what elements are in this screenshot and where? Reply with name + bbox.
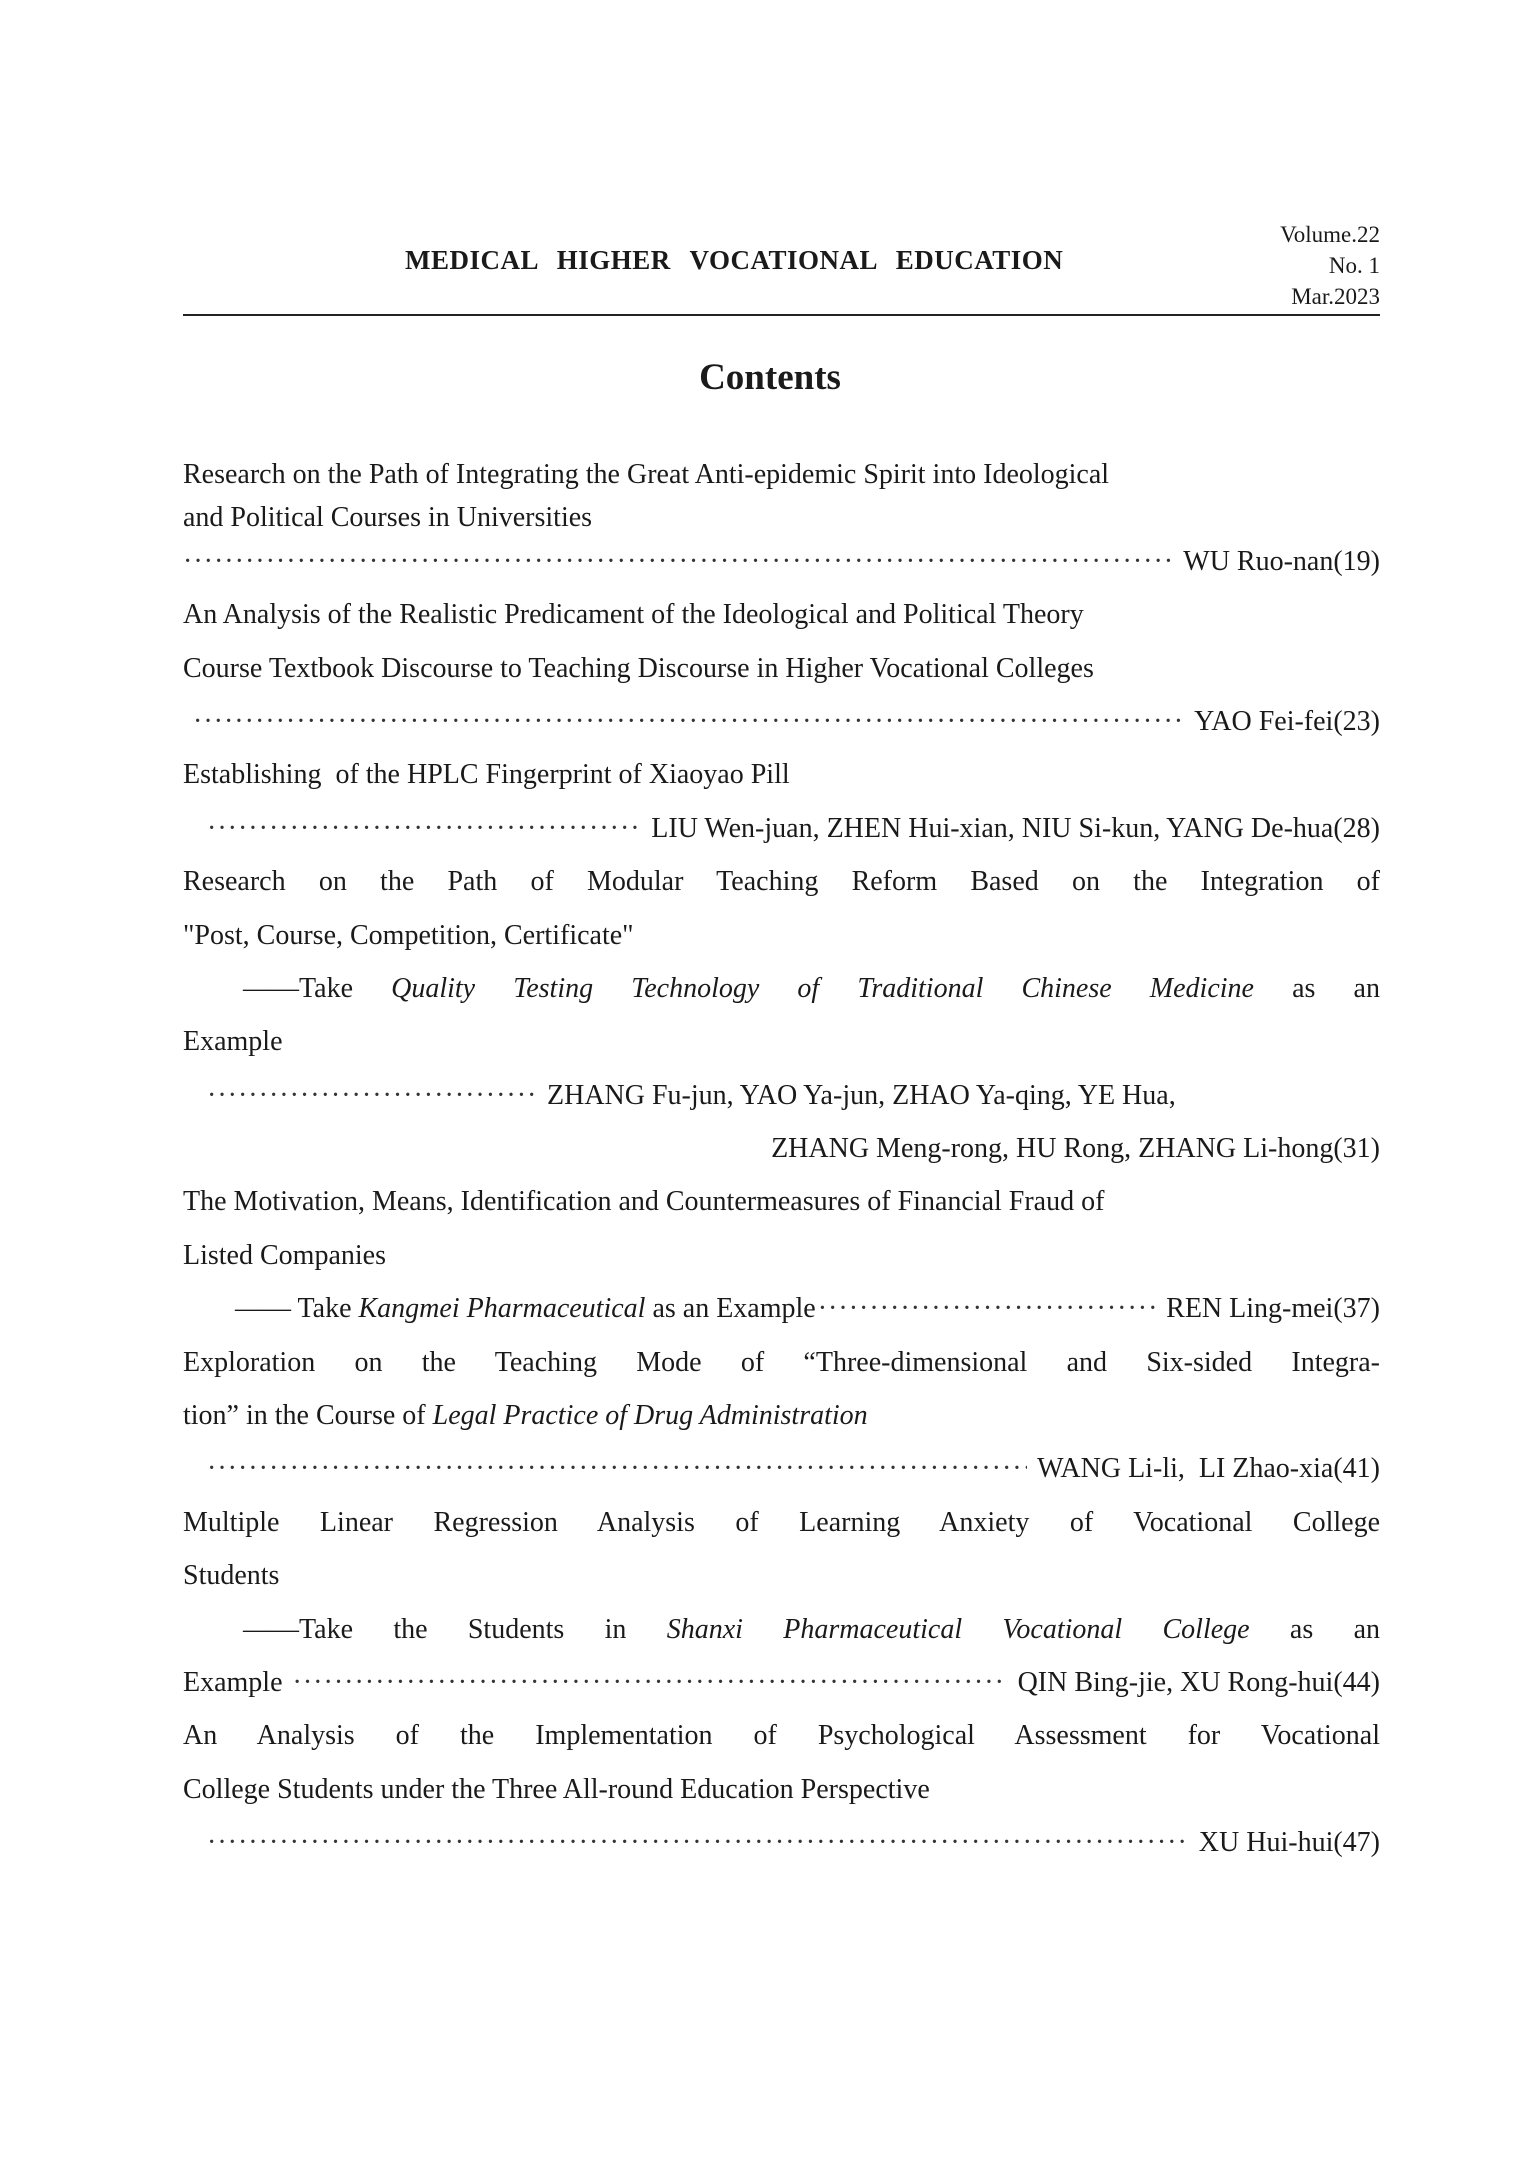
issue-info bbox=[1280, 219, 1380, 312]
entry-subtitle-continuation: Example bbox=[183, 1026, 283, 1058]
toc-entry[interactable] bbox=[183, 855, 1380, 1175]
journal-header bbox=[183, 215, 1380, 315]
toc-entry[interactable] bbox=[183, 588, 1380, 748]
contents-title: Contents bbox=[699, 357, 841, 398]
entry-title: Listed Companies bbox=[183, 1239, 386, 1271]
entry-title: Students bbox=[183, 1560, 280, 1592]
entry-page: 28 bbox=[1342, 812, 1371, 844]
italic-title: Kangmei Pharmaceutical bbox=[358, 1293, 646, 1325]
entry-authors: XU Hui-hui bbox=[1198, 1827, 1334, 1859]
entry-title: Research on the Path of Integrating the Great Anti-epidemic Spirit into Ideological bbox=[183, 459, 1110, 490]
journal-title: MEDICAL HIGHER VOCATIONAL EDUCATION bbox=[405, 245, 1064, 275]
entry-page: 44 bbox=[1342, 1666, 1371, 1698]
entry-author-line: ····· LIU Wen-juan, ZHEN Hui-xian, NIU Si-kun, YANG De-hua ( 28 ) bbox=[183, 802, 1380, 855]
entry-subtitle-continuation: Example bbox=[183, 1666, 283, 1698]
dot-leader bbox=[193, 695, 1184, 748]
entry-authors: ZHANG Meng-rong, HU Rong, ZHANG Li-hong bbox=[771, 1133, 1334, 1165]
toc-entry[interactable] bbox=[183, 1336, 1380, 1496]
entry-page: 37 bbox=[1342, 1293, 1371, 1325]
entry-title: Research on the Path of Modular Teaching Reform Based on the Integration of bbox=[183, 866, 1380, 898]
entry-author-line: ····· WANG Li-li, LI Zhao-xia ( 41 ) bbox=[183, 1442, 1380, 1495]
entry-title: College Students under the Three All-round Education Perspective bbox=[183, 1773, 930, 1805]
dot-leader bbox=[818, 1282, 1156, 1335]
italic-title: Quality Testing Technology of Traditional Chinese Medicine bbox=[391, 972, 1254, 1004]
entry-author-line bbox=[183, 1069, 1380, 1122]
toc-entry[interactable] bbox=[183, 448, 1380, 588]
entry-author-line: ····· YAO Fei-fei ( 23 ) bbox=[183, 695, 1380, 748]
dot-leader bbox=[293, 1656, 1008, 1709]
entry-authors: WU Ruo-nan bbox=[1183, 545, 1334, 577]
dot-leader bbox=[207, 1816, 1189, 1869]
table-of-contents bbox=[183, 448, 1380, 1870]
volume: Volume.22 bbox=[1280, 222, 1380, 247]
entry-title: Course Textbook Discourse to Teaching Discourse in Higher Vocational Colleges bbox=[183, 652, 1094, 684]
dot-leader bbox=[207, 1442, 1027, 1495]
entry-authors: QIN Bing-jie, XU Rong-hui bbox=[1017, 1666, 1334, 1698]
entry-page: 47 bbox=[1342, 1827, 1371, 1859]
entry-title: "Post, Course, Competition, Certificate" bbox=[183, 919, 634, 951]
entry-author-line: ····· XU Hui-hui ( 47 ) bbox=[183, 1816, 1380, 1869]
italic-title: Shanxi Pharmaceutical Vocational College bbox=[666, 1613, 1250, 1645]
entry-subtitle: —— Take Kangmei Pharmaceutical as an Example ····· REN Ling-mei ( 37 ) bbox=[183, 1282, 1380, 1335]
issue-number: No. 1 bbox=[1328, 253, 1380, 278]
entry-author-line: ····· WU Ruo-nan ( 19 ) bbox=[183, 535, 1380, 588]
entry-subtitle: ——Take the Students in Shanxi Pharmaceutical Vocational College as an bbox=[243, 1613, 1381, 1645]
entry-authors: YAO Fei-fei bbox=[1194, 705, 1334, 737]
entry-title: Establishing of the HPLC Fingerprint of Xiaoyao Pill bbox=[183, 759, 790, 791]
entry-title: and Political Courses in Universities bbox=[183, 502, 593, 534]
entry-title: An Analysis of the Realistic Predicament of the Ideological and Political Theory bbox=[183, 599, 1084, 631]
dot-leader bbox=[183, 535, 1173, 588]
entry-page: 19 bbox=[1342, 545, 1371, 577]
entry-page: 31 bbox=[1342, 1133, 1371, 1165]
entry-page: 41 bbox=[1342, 1453, 1371, 1485]
entry-title: tion” in the Course of Legal Practice of Drug Administration bbox=[183, 1400, 868, 1432]
entry-authors: ZHANG Fu-jun, YAO Ya-jun, ZHAO Ya-qing, YE Hua, bbox=[547, 1079, 1176, 1111]
toc-entry[interactable] bbox=[183, 1496, 1380, 1710]
entry-title: Exploration on the Teaching Mode of “Three-dimensional and Six-sided Integra- bbox=[183, 1346, 1380, 1378]
entry-authors: REN Ling-mei bbox=[1166, 1293, 1334, 1325]
toc-entry[interactable] bbox=[183, 1175, 1380, 1335]
dot-leader bbox=[207, 802, 641, 855]
toc-entry[interactable] bbox=[183, 1709, 1380, 1869]
entry-author-line: ZHANG Meng-rong, HU Rong, ZHANG Li-hong(31) bbox=[771, 1133, 1380, 1165]
toc-entry[interactable] bbox=[183, 748, 1380, 855]
entry-author-line: Example ····· QIN Bing-jie, XU Rong-hui ( 44 ) bbox=[183, 1656, 1380, 1709]
issue-date: Mar.2023 bbox=[1291, 284, 1380, 309]
entry-subtitle: ——Take Quality Testing Technology of Traditional Chinese Medicine as an bbox=[243, 972, 1380, 1004]
header-rule bbox=[183, 314, 1380, 316]
entry-page: 23 bbox=[1342, 705, 1371, 737]
entry-authors: LIU Wen-juan, ZHEN Hui-xian, NIU Si-kun, YANG De-hua bbox=[651, 812, 1334, 844]
entry-title: The Motivation, Means, Identification and Countermeasures of Financial Fraud of bbox=[183, 1186, 1105, 1218]
entry-title: Multiple Linear Regression Analysis of Learning Anxiety of Vocational College bbox=[183, 1506, 1380, 1538]
entry-authors: WANG Li-li, LI Zhao-xia bbox=[1037, 1453, 1334, 1485]
dot-leader bbox=[207, 1069, 537, 1122]
italic-title: Legal Practice of Drug Administration bbox=[432, 1400, 868, 1432]
entry-title: An Analysis of the Implementation of Psychological Assessment for Vocational bbox=[183, 1720, 1380, 1752]
